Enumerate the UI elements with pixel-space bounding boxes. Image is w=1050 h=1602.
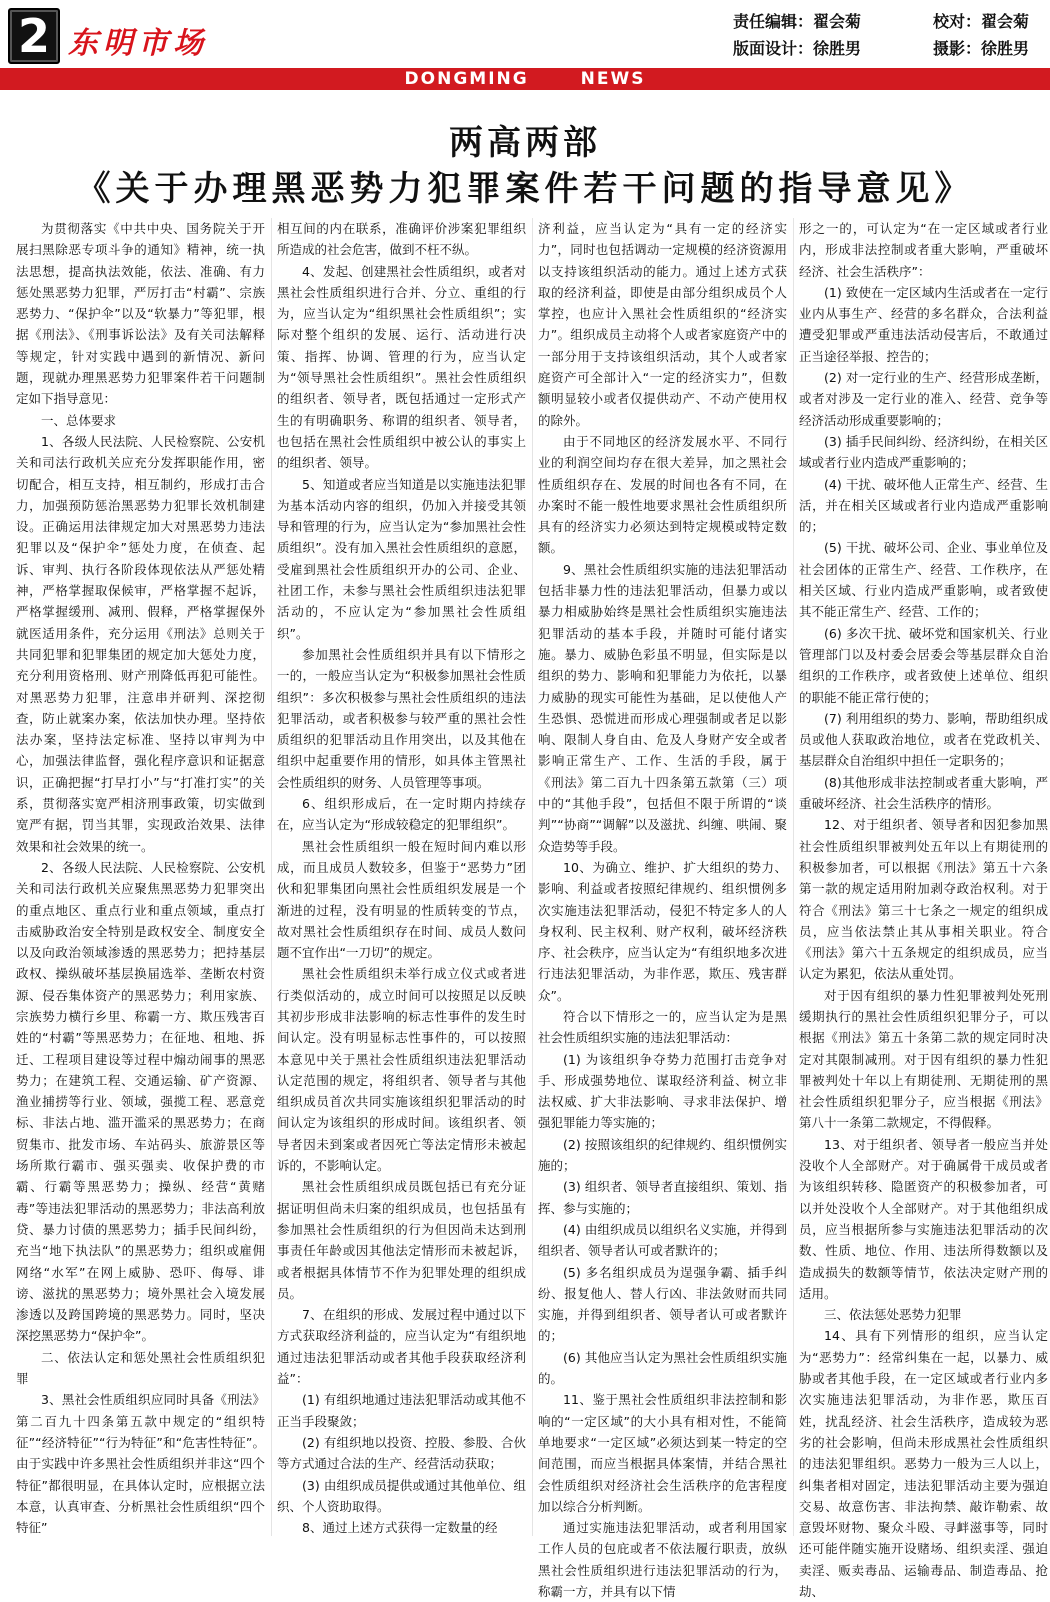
banner-word-news: NEWS — [580, 69, 646, 89]
article-paragraph: (4) 干扰、破坏他人正常生产、经营、生活，并在相关区域或者行业内造成严重影响的； — [799, 476, 1048, 535]
article-paragraph: 14、具有下列情形的组织，应当认定为“恶势力”：经常纠集在一起，以暴力、威胁或者其他手段，在一定区域或者行业内多次实施违法犯罪活动，为非作恶，欺压百姓，扰乱经济、社会生活秩序，造成较为恶劣的社会影响，但尚未形成黑社会性质组织的违法犯罪组织。恶势力一般为三人以上，纠集者相对固定，违法犯罪活动主要为强迫交易、故意伤害、非法拘禁、敲诈勒索、故意毁坏财物、聚众斗殴、寻衅滋事等，同时还可能伴随实施开设赌场、组织卖淫、强迫卖淫、贩卖毒品、运输毒品、制造毒品、抢劫、 — [799, 1328, 1048, 1599]
article-paragraph: (8)其他形成非法控制或者重大影响，严重破坏经济、社会生活秩序的情形。 — [799, 774, 1048, 812]
article-paragraph: 10、为确立、维护、扩大组织的势力、影响、利益或者按照纪律规约、组织惯例多次实施违法犯罪活动，侵犯不特定多人的人身权利、民主权利、财产权利，破坏经济秩序、社会秩序，应当认定为“有组织地多次进行违法犯罪活动，为非作恶，欺压、残害群众”。 — [538, 859, 787, 1003]
news-banner — [0, 68, 1050, 90]
article-paragraph: 济利益，应当认定为“具有一定的经济实力”，同时也包括调动一定规模的经济资源用以支持该组织活动的能力。通过上述方式获取的经济利益，即使是由部分组织成员个人掌控，也应计入黑社会性质组织的“经济实力”。组织成员主动将个人或者家庭资产中的一部分用于支持该组织活动，其个人或者家庭资产可全部计入“一定的经济实力”，但数额明显较小或者仅提供动产、不动产使用权的除外。 — [538, 221, 787, 428]
article-paragraph: 参加黑社会性质组织并具有以下情形之一的，一般应当认定为“积极参加黑社会性质组织”：多次积极参与黑社会性质组织的违法犯罪活动，或者积极参与较严重的黑社会性质组织的犯罪活动且作用突出，以及其他在组织中起重要作用的情形，如具体主管黑社会性质组织的财务、人员管理等事项。 — [277, 646, 526, 790]
credit-layout: 版面设计：徐胜男 — [733, 39, 862, 58]
article-paragraph: 13、对于组织者、领导者一般应当并处没收个人全部财产。对于确属骨干成员或者为该组织转移、隐匿资产的积极参加者，可以并处没收个人全部财产。对于其他组织成员，应当根据所参与实施违法犯罪活动的次数、性质、地位、作用、违法所得数额以及造成损失的数额等情节，依法决定财产刑的适用。 — [799, 1136, 1048, 1301]
page-number: 2 — [8, 8, 60, 64]
section-name: 东明市场 — [68, 26, 208, 61]
article-paragraph: 9、黑社会性质组织实施的违法犯罪活动包括非暴力性的违法犯罪活动，但暴力或以暴力相威胁始终是黑社会性质组织实施违法犯罪活动的基本手段，并随时可能付诸实施。暴力、威胁色彩虽不明显，但实际是以组织的势力、影响和犯罪能力为依托，以暴力威胁的现实可能性为基础，足以使他人产生恐惧、恐慌进而形成心理强制或者足以影响、限制人身自由、危及人身财产安全或者影响正常生产、工作、生活的手段，属于《刑法》第二百九十四条第五款第（三）项中的“其他手段”，包括但不限于所谓的“谈判”“协商”“调解”以及滋扰、纠缠、哄闹、聚众造势等手段。 — [538, 561, 787, 854]
article-paragraph: (1) 致使在一定区域内生活或者在一定行业内从事生产、经营的多名群众，合法利益遭受犯罪或严重违法活动侵害后，不敢通过正当途径举报、控告的； — [799, 284, 1048, 364]
article-paragraph: 二、依法认定和惩处黑社会性质组织犯罪 — [16, 1349, 265, 1387]
headline-line-2: 《关于办理黑恶势力犯罪案件若干问题的指导意见》 — [76, 169, 974, 209]
article-paragraph: 符合以下情形之一的，应当认定为是黑社会性质组织实施的违法犯罪活动： — [538, 1008, 787, 1046]
credits-right — [933, 8, 1029, 62]
article-paragraph: (6) 多次干扰、破坏党和国家机关、行业管理部门以及村委会居委会等基层群众自治组织的工作秩序，或者致使上述单位、组织的职能不能正常行使的； — [799, 625, 1048, 705]
article-column-4 — [799, 218, 1048, 1599]
article-paragraph: (3) 插手民间纠纷、经济纠纷，在相关区域或者行业内造成严重影响的； — [799, 433, 1048, 471]
article-paragraph: 黑社会性质组织成员既包括已有充分证据证明但尚未归案的组织成员，也包括虽有参加黑社会性质组织的行为但因尚未达到刑事责任年龄或因其他法定情形而未被起诉，或者根据具体情节不作为犯罪处理的组织成员。 — [277, 1179, 526, 1301]
article-paragraph: (2) 对一定行业的生产、经营形成垄断，或者对涉及一定行业的准入、经营、竞争等经济活动形成重要影响的； — [799, 370, 1048, 428]
article-paragraph: (7) 利用组织的势力、影响，帮助组织成员或他人获取政治地位，或者在党政机关、基层群众自治组织中担任一定职务的； — [799, 710, 1048, 769]
article-paragraph: 对于因有组织的暴力性犯罪被判处死刑缓期执行的黑社会性质组织犯罪分子，可以根据《刑法》第五十条第二款的规定同时决定对其限制减刑。对于因有组织的暴力性犯罪被判处十年以上有期徒刑、无期徒刑的黑社会性质组织犯罪分子，应当根据《刑法》第八十一条第二款规定，不得假释。 — [799, 987, 1048, 1131]
article-paragraph: 黑社会性质组织未举行成立仪式或者进行类似活动的，成立时间可以按照足以反映其初步形成非法影响的标志性事件的发生时间认定。没有明显标志性事件的，可以按照本意见中关于黑社会性质组织违法犯罪活动认定范围的规定，将组织者、领导者与其他组织成员首次共同实施该组织犯罪活动的时间认定为该组织的形成时间。该组织者、领导者因未到案或者因死亡等法定情形未被起诉的，不影响认定。 — [277, 966, 526, 1174]
article-column-3 — [538, 218, 787, 1599]
headline-line-1: 两高两部 — [449, 123, 601, 163]
article-paragraph: (3) 由组织成员提供或通过其他单位、组织、个人资助取得。 — [277, 1477, 526, 1514]
article-headline — [0, 122, 1050, 212]
article-paragraph: 三、依法惩处恶势力犯罪 — [824, 1307, 962, 1323]
article-paragraph: 黑社会性质组织一般在短时间内难以形成，而且成员人数较多，但鉴于“恶势力”团伙和犯罪集团向黑社会性质组织发展是一个渐进的过程，没有明显的性质转变的节点，故对黑社会性质组织存在时间、成员人数问题不宜作出“一刀切”的规定。 — [277, 838, 526, 961]
article-body — [16, 218, 1048, 1599]
article-paragraph: (2) 按照该组织的纪律规约、组织惯例实施的； — [538, 1136, 787, 1174]
article-paragraph: (1) 为该组织争夺势力范围打击竞争对手、形成强势地位、谋取经济利益、树立非法权威、扩大非法影响、寻求非法保护、增强犯罪能力等实施的； — [538, 1051, 787, 1131]
credit-editor: 责任编辑：翟会菊 — [733, 12, 862, 31]
article-paragraph: 相互间的内在联系，准确评价涉案犯罪组织所造成的社会危害，做到不枉不纵。 — [277, 221, 526, 258]
article-paragraph: (3) 组织者、领导者直接组织、策划、指挥、参与实施的； — [538, 1179, 787, 1216]
article-paragraph: (4) 由组织成员以组织名义实施，并得到组织者、领导者认可或者默许的； — [538, 1221, 787, 1259]
credits-left — [733, 8, 861, 62]
article-paragraph: 3、黑社会性质组织应同时具备《刑法》第二百九十四条第五款中规定的“组织特征”“经济特征”“行为特征”和“危害性特征”。由于实践中许多黑社会性质组织并非这“四个特征”都很明显，在具体认定时，应根据立法本意，认真审查、分析黑社会性质组织“四个特征” — [16, 1392, 265, 1536]
article-paragraph: (5) 多名组织成员为逞强争霸、插手纠纷、报复他人、替人行凶、非法敛财而共同实施，并得到组织者、领导者认可或者默许的； — [538, 1264, 787, 1344]
article-paragraph: 6、组织形成后，在一定时期内持续存在，应当认定为“形成较稳定的犯罪组织”。 — [277, 796, 526, 833]
article-paragraph: 4、发起、创建黑社会性质组织，或者对黑社会性质组织进行合并、分立、重组的行为，应当认定为“组织黑社会性质组织”；实际对整个组织的发展、运行、活动进行决策、指挥、协调、管理的行为，应当认定为“领导黑社会性质组织”。黑社会性质组织的组织者、领导者，既包括通过一定形式产生的有明确职务、称谓的组织者、领导者，也包括在黑社会性质组织中被公认的事实上的组织者、领导。 — [277, 263, 526, 471]
article-paragraph: (1) 有组织地通过违法犯罪活动或其他不正当手段聚敛； — [277, 1392, 526, 1429]
masthead — [0, 0, 1050, 68]
article-column-1 — [16, 218, 265, 1536]
article-paragraph: 5、知道或者应当知道是以实施违法犯罪为基本活动内容的组织，仍加入并接受其领导和管理的行为，应当认定为“参加黑社会性质组织”。没有加入黑社会性质组织的意愿，受雇到黑社会性质组织开办的公司、企业、社团工作，未参与黑社会性质组织违法犯罪活动的，不应认定为“参加黑社会性质组织”。 — [277, 476, 526, 641]
article-paragraph: 1、各级人民法院、人民检察院、公安机关和司法行政机关应充分发挥职能作用，密切配合，相互支持，相互制约，形成打击合力，加强预防惩治黑恶势力犯罪长效机制建设。正确运用法律规定加大对黑恶势力违法犯罪以及“保护伞”惩处力度，在侦查、起诉、审判、执行各阶段体现依法从严惩处精神，严格掌握取保候审，严格掌握不起诉，严格掌握缓刑、减刑、假释，严格掌握保外就医适用条件，充分运用《刑法》总则关于共同犯罪和犯罪集团的规定加大惩处力度，充分利用资格刑、财产刑降低再犯可能性。对黑恶势力犯罪，注意串并研判、深挖彻查，防止就案办案，依法加快办理。坚持依法办案，坚持法定标准、坚持以审判为中心，加强法律监督，强化程序意识和证据意识，正确把握“打早打小”与“打准打实”的关系，贯彻落实宽严相济刑事政策，切实做到宽严有据，罚当其罪，实现政治效果、法律效果和社会效果的统一。 — [16, 433, 265, 854]
article-paragraph: 形之一的，可认定为“在一定区域或者行业内，形成非法控制或者重大影响，严重破坏经济、社会生活秩序”： — [799, 221, 1048, 279]
article-paragraph: 通过实施违法犯罪活动，或者利用国家工作人员的包庇或者不依法履行职责，放纵黑社会性质组织进行违法犯罪活动的行为，称霸一方，并具有以下情 — [538, 1520, 787, 1599]
article-column-2 — [277, 218, 526, 1536]
article-paragraph: 一、总体要求 — [41, 412, 117, 428]
article-paragraph: 11、鉴于黑社会性质组织非法控制和影响的“一定区域”的大小具有相对性，不能简单地要求“一定区域”必须达到某一特定的空间范围，而应当根据具体案情，并结合黑社会性质组织对经济社会生活秩序的危害程度加以综合分析判断。 — [538, 1392, 787, 1514]
article-paragraph: (2) 有组织地以投资、控股、参股、合伙等方式通过合法的生产、经营活动获取； — [277, 1434, 526, 1472]
article-paragraph: 7、在组织的形成、发展过程中通过以下方式获取经济利益的，应当认定为“有组织地通过违法犯罪活动或者其他手段获取经济利益”： — [277, 1307, 526, 1387]
article-paragraph: 8、通过上述方式获得一定数量的经 — [302, 1520, 498, 1536]
article-paragraph: 12、对于组织者、领导者和因犯参加黑社会性质组织罪被判处五年以上有期徒刑的积极参加者，可以根据《刑法》第五十六条第一款的规定适用附加剥夺政治权利。对于符合《刑法》第三十七条之一规定的组织成员，应当依法禁止其从事相关职业。符合《刑法》第六十五条规定的组织成员，应当认定为累犯，依法从重处罚。 — [799, 817, 1048, 982]
article-paragraph: (5) 干扰、破坏公司、企业、事业单位及社会团体的正常生产、经营、工作秩序，在相关区域、行业内造成严重影响，或者致使其不能正常生产、经营、工作的； — [799, 540, 1048, 620]
article-paragraph: 为贯彻落实《中共中央、国务院关于开展扫黑除恶专项斗争的通知》精神，统一执法思想，提高执法效能，依法、准确、有力惩处黑恶势力犯罪，严厉打击“村霸”、宗族恶势力、“保护伞”以及“软暴力”等犯罪，根据《刑法》、《刑事诉讼法》及有关司法解释等规定，针对实践中遇到的新情况、新问题，现就办理黑恶势力犯罪案件若干问题制定如下指导意见： — [16, 221, 265, 407]
article-paragraph: 2、各级人民法院、人民检察院、公安机关和司法行政机关应聚焦黑恶势力犯罪突出的重点地区、重点行业和重点领域，重点打击威胁政治安全特别是政权安全、制度安全以及向政治领域渗透的黑恶势力；把持基层政权、操纵破坏基层换届选举、垄断农村资源、侵吞集体资产的黑恶势力；利用家族、宗族势力横行乡里、称霸一方、欺压残害百姓的“村霸”等黑恶势力；在征地、租地、拆迁、工程项目建设等过程中煽动闹事的黑恶势力；在建筑工程、交通运输、矿产资源、渔业捕捞等行业、领域，强揽工程、恶意竞标、非法占地、滥开滥采的黑恶势力；在商贸集市、批发市场、车站码头、旅游景区等场所欺行霸市、强买强卖、收保护费的市霸、行霸等黑恶势力；操纵、经营“黄赌毒”等违法犯罪活动的黑恶势力；非法高利放贷、暴力讨债的黑恶势力；插手民间纠纷，充当“地下执法队”的黑恶势力；组织或雇佣网络“水军”在网上威胁、恐吓、侮辱、诽谤、滋扰的黑恶势力；境外黑社会入境发展渗透以及跨国跨境的黑恶势力。同时，坚决深挖黑恶势力“保护伞”。 — [16, 859, 265, 1344]
article-paragraph: 由于不同地区的经济发展水平、不同行业的利润空间均存在很大差异，加之黑社会性质组织存在、发展的时间也各有不同，在办案时不能一般性地要求黑社会性质组织所具有的经济实力必须达到特定规模或特定数额。 — [538, 433, 787, 556]
banner-word-dongming: DONGMING — [404, 69, 529, 89]
credit-photo: 摄影：徐胜男 — [933, 39, 1030, 58]
credit-proofread: 校对：翟会菊 — [933, 12, 1030, 31]
article-paragraph: (6) 其他应当认定为黑社会性质组织实施的。 — [538, 1349, 787, 1387]
